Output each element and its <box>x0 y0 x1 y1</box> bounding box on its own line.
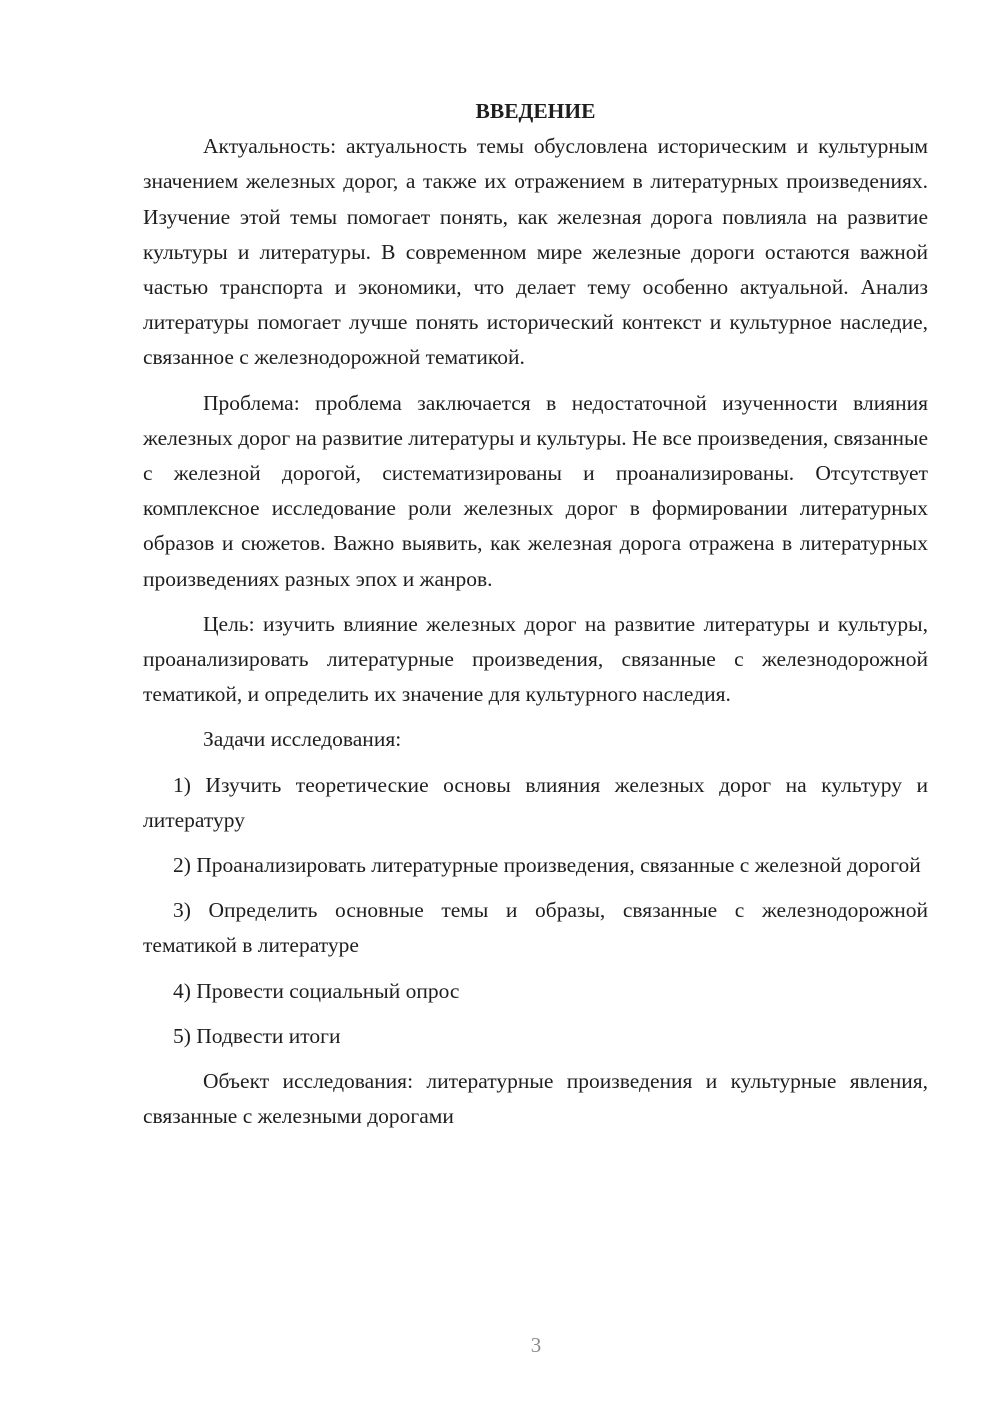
task-item-1: 1) Изучить теоретические основы влияния железных дорог на культуру и литературу <box>143 772 928 832</box>
tasks-heading: Задачи исследования: <box>203 727 402 752</box>
task-item-4: 4) Провести социальный опрос <box>173 978 460 1003</box>
task-item-5: 5) Подвести итоги <box>173 1023 341 1048</box>
page-title: ВВЕДЕНИЕ <box>475 99 596 123</box>
page-number: 3 <box>530 1333 542 1357</box>
task-item-3: 3) Определить основные темы и образы, связанные с железнодорожной тематикой в литературе <box>143 898 928 958</box>
paragraph-problem: Проблема: проблема заключается в недостаточной изученности влияния железных дорог на развитие литературы и культуры. Не все произведения, связанные с железной дорогой, систематизированы и проанализированы. Отсутствует комплексное исследование роли железных дорог в формировании литературных образов и сюжетов. Важно выявить, как железная дорога отражена в литературных произведениях разных эпох и жанров. <box>143 390 928 591</box>
paragraph-object: Объект исследования: литературные произведения и культурные явления, связанные с железными дорогами <box>143 1069 928 1129</box>
paragraph-goal: Цель: изучить влияние железных дорог на развитие литературы и культуры, проанализировать литературные произведения, связанные с железнодорожной тематикой, и определить их значение для культурного наследия. <box>143 611 928 707</box>
page-content <box>143 94 928 1134</box>
paragraph-relevance: Актуальность: актуальность темы обусловлена историческим и культурным значением железных дорог, а также их отражением в литературных произведениях. Изучение этой темы помогает понять, как железная дорога повлияла на развитие культуры и литературы. В современном мире железные дороги остаются важной частью транспорта и экономики, что делает тему особенно актуальной. Анализ литературы помогает лучше понять исторический контекст и культурное наследие, связанное с железнодорожной тематикой. <box>143 134 928 370</box>
task-item-2: 2) Проанализировать литературные произведения, связанные с железной дорогой <box>173 853 921 878</box>
